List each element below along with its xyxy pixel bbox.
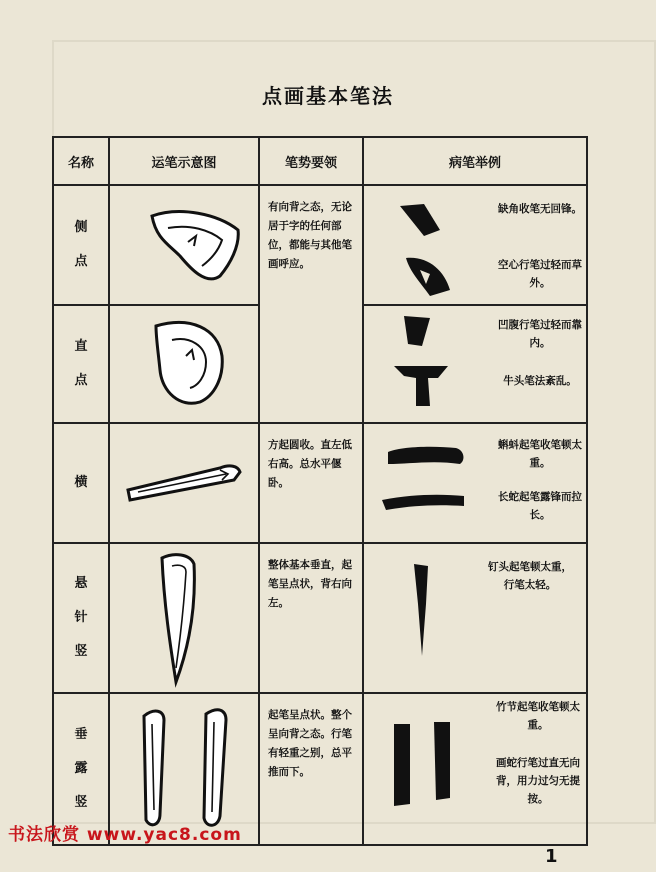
faulty-note: 凹腹行笔过轻而靠内。: [498, 319, 582, 349]
diagram-horizontal: [109, 423, 259, 543]
hanging-needle-diagram-icon: [110, 544, 260, 692]
straight-dot-diagram-icon: [110, 306, 260, 422]
faulty-note: 空心行笔过轻而草外。: [498, 259, 582, 289]
page-number: 1: [545, 846, 558, 867]
header-key-points: 笔势要领: [259, 137, 363, 185]
page-title: 点画基本笔法: [262, 84, 394, 108]
diagram-straight-dot: [109, 305, 259, 423]
side-dot-diagram-icon: [110, 186, 260, 304]
examples-straight-dot: [363, 305, 587, 423]
stroke-method-table: [52, 136, 588, 846]
table-row: [53, 423, 587, 543]
watermark-footer[interactable]: 书法欣赏 www.yac8.com: [8, 825, 242, 845]
diagram-side-dot: [109, 185, 259, 305]
examples-hanging-needle: [363, 543, 587, 693]
row-name-side-dot: 侧 点: [53, 185, 109, 305]
row-name-straight-dot: 直 点: [53, 305, 109, 423]
faulty-note: 竹节起笔收笔顿太重。: [496, 701, 580, 731]
key-points-hanging-needle: 整体基本垂直，起笔呈点状，背右向左。: [259, 543, 363, 693]
faulty-note: 画蛇行笔过直无向背，用力过匀无提按。: [496, 757, 580, 805]
row-name-hanging-needle: 悬 针 竖: [53, 543, 109, 693]
key-points-horizontal: 方起圆收。直左低右高。总水平偃卧。: [259, 423, 363, 543]
key-points-dots: 有向背之态，无论居于字的任何部位，都能与其他笔画呼应。: [259, 185, 363, 423]
faulty-note: 蝌蚪起笔收笔顿太重。: [498, 439, 582, 469]
row-name-dew-drop: 垂 露 竖: [53, 693, 109, 845]
faulty-note: 缺角收笔无回锋。: [498, 203, 582, 215]
row-name-horizontal: 横: [53, 423, 109, 543]
header-diagram: 运笔示意图: [109, 137, 259, 185]
key-points-dew-drop: 起笔呈点状。整个呈向背之态。行笔有轻重之别，总平推而下。: [259, 693, 363, 845]
examples-side-dot: [363, 185, 587, 305]
header-name: 名称: [53, 137, 109, 185]
faulty-note: 钉头起笔顿太重，行笔太轻。: [488, 561, 572, 591]
faulty-note: 长蛇起笔露锋而拉长。: [498, 491, 582, 521]
horizontal-diagram-icon: [110, 424, 260, 542]
header-faulty-examples: 病笔举例: [363, 137, 587, 185]
table-row: [53, 543, 587, 693]
table-header-row: [53, 137, 587, 185]
faulty-note: 牛头笔法紊乱。: [503, 375, 577, 387]
diagram-hanging-needle: [109, 543, 259, 693]
examples-horizontal: [363, 423, 587, 543]
table-row: [53, 185, 587, 305]
examples-dew-drop: [363, 693, 587, 845]
